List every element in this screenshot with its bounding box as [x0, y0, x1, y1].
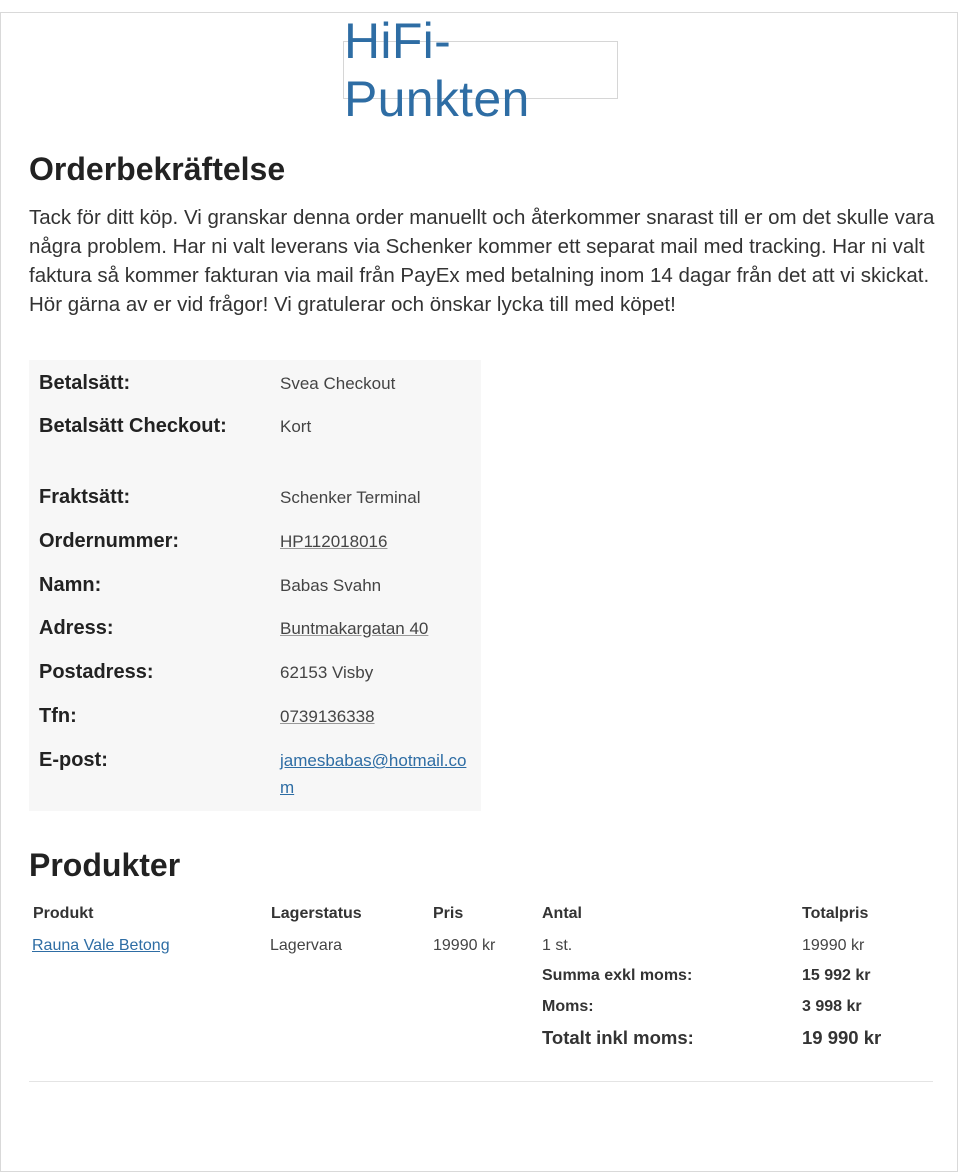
column-header-quantity: Antal [542, 905, 582, 922]
name-value: Babas Svahn [280, 576, 382, 595]
store-logo[interactable] [343, 13, 618, 127]
product-stock: Lagervara [270, 937, 343, 954]
vat-label: Moms: [542, 998, 594, 1015]
postal-value: 62153 Visby [280, 663, 374, 682]
email-link[interactable]: jamesbabas@hotmail.com [280, 751, 467, 797]
name-label: Namn: [39, 574, 102, 596]
column-header-price: Pris [433, 905, 464, 922]
total-incl-vat-value: 19 990 kr [802, 1027, 882, 1048]
payment-method-label: Betalsätt: [39, 372, 131, 394]
address-label: Adress: [39, 617, 114, 639]
page-title: Orderbekräftelse [29, 151, 286, 187]
payment-method-value: Svea Checkout [280, 374, 396, 393]
order-number-value[interactable]: HP112018016 [280, 532, 388, 551]
product-total: 19990 kr [802, 937, 865, 954]
shipping-label: Fraktsätt: [39, 486, 131, 508]
column-header-stock: Lagerstatus [271, 905, 362, 922]
phone-value[interactable]: 0739136338 [280, 707, 375, 726]
column-header-total: Totalpris [802, 905, 869, 922]
products-title: Produkter [29, 847, 181, 883]
order-confirmation-email [0, 12, 958, 1172]
confirmation-message: Tack för ditt köp. Vi granskar denna order manuellt och återkommer snarast till er om det skulle vara några problem. Har ni valt leverans via Schenker kommer ett separat mail med tracking. Har ni valt faktura så kommer fakturan via mail från PayEx med betalning inom 14 dagar från det att vi skickat. Hör gärna av er vid frågor! Vi gratulerar och önskar lycka till med köpet! [29, 206, 935, 316]
product-price: 19990 kr [433, 937, 496, 954]
product-quantity: 1 st. [542, 937, 573, 954]
footer-divider [29, 1081, 933, 1082]
payment-checkout-label: Betalsätt Checkout: [39, 415, 227, 437]
store-logo-text: HiFi-Punkten [344, 13, 530, 127]
product-link[interactable]: Rauna Vale Betong [32, 937, 170, 954]
email-label: E-post: [39, 749, 108, 771]
total-incl-vat-label: Totalt inkl moms: [542, 1027, 694, 1048]
payment-checkout-value: Kort [280, 417, 312, 436]
column-header-product: Produkt [33, 905, 94, 922]
subtotal-excl-vat-label: Summa exkl moms: [542, 967, 693, 984]
phone-label: Tfn: [39, 705, 77, 727]
order-number-label: Ordernummer: [39, 530, 180, 552]
vat-value: 3 998 kr [802, 998, 862, 1015]
shipping-value: Schenker Terminal [280, 488, 421, 507]
subtotal-excl-vat-value: 15 992 kr [802, 967, 871, 984]
order-info-table [29, 360, 481, 811]
postal-label: Postadress: [39, 661, 154, 683]
address-value[interactable]: Buntmakargatan 40 [280, 619, 429, 638]
